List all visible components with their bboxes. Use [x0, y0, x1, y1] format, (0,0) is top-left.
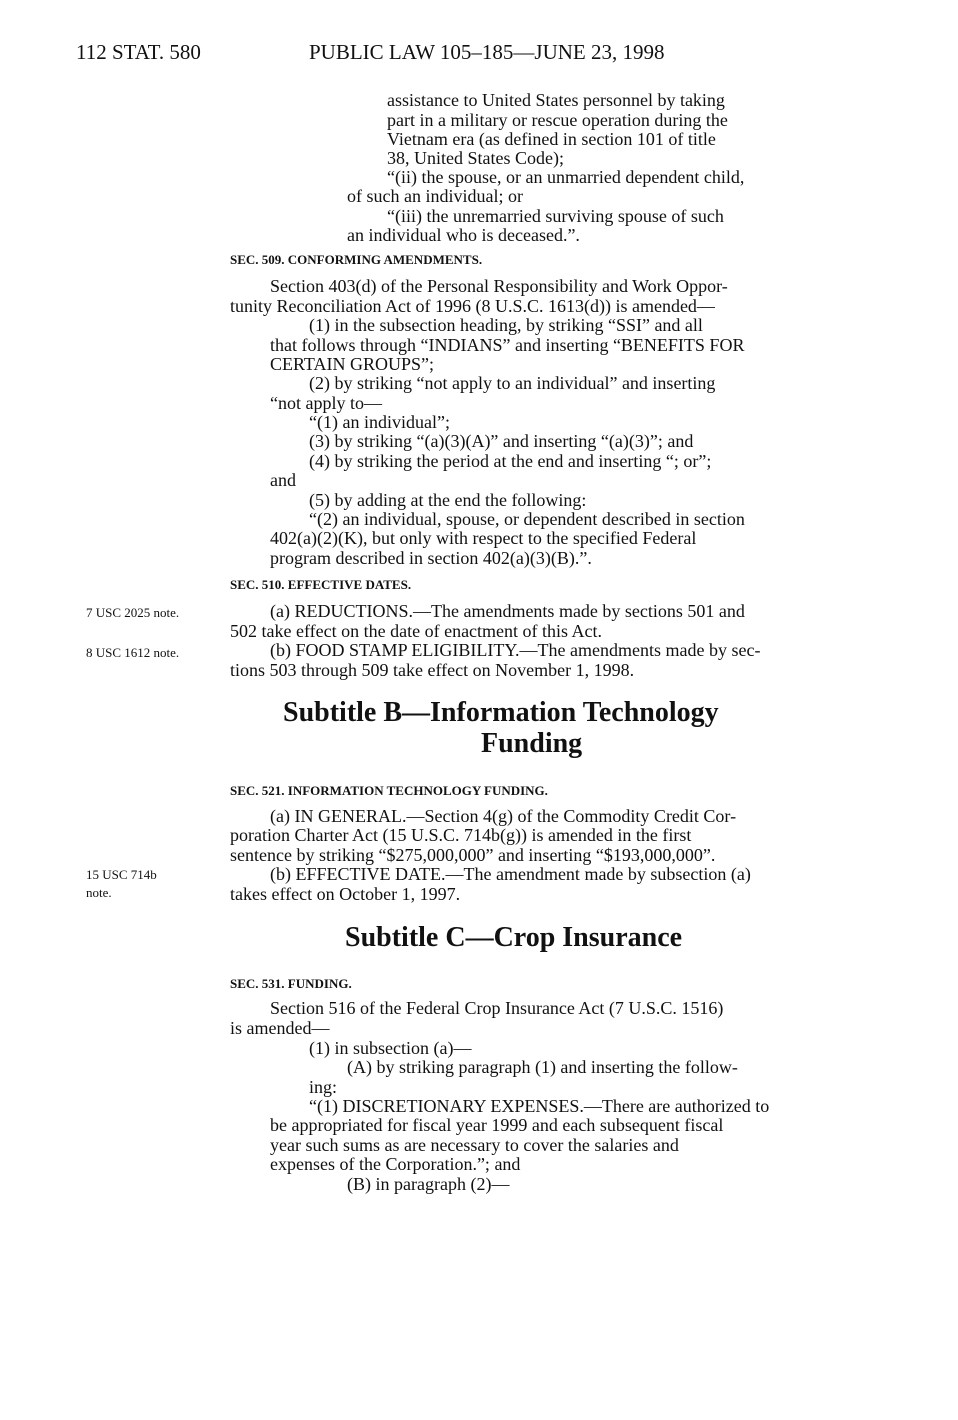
text-line: (1) in the subsection heading, by striking “SSI” and all	[309, 315, 703, 335]
text-line: be appropriated for fiscal year 1999 and each subsequent fiscal	[270, 1115, 724, 1135]
text-line: 502 take effect on the date of enactment of this Act.	[230, 621, 603, 641]
text-line: (5) by adding at the end the following:	[309, 490, 587, 510]
text-line: (4) by striking the period at the end and inserting “; or”;	[309, 451, 712, 471]
text-line: of such an individual; or	[347, 186, 523, 206]
text-line: “(ii) the spouse, or an unmarried dependent child,	[387, 167, 745, 187]
text-line: “(1) an individual”;	[309, 412, 450, 432]
margin-note: 7 USC 2025 note.	[86, 605, 180, 620]
text-line: (a) IN GENERAL.—Section 4(g) of the Commodity Credit Cor-	[270, 806, 737, 826]
margin-note: 15 USC 714b	[86, 867, 157, 882]
text-line: takes effect on October 1, 1997.	[230, 884, 461, 904]
text-line: Section 516 of the Federal Crop Insurance Act (7 U.S.C. 1516)	[270, 998, 724, 1018]
text-line: (a) REDUCTIONS.—The amendments made by sections 501 and	[270, 601, 745, 621]
section-heading-509: SEC. 509. CONFORMING AMENDMENTS.	[230, 252, 483, 267]
text-line: (3) by striking “(a)(3)(A)” and inserting “(a)(3)”; and	[309, 431, 694, 451]
text-line: “not apply to—	[270, 393, 382, 413]
text-line: (b) FOOD STAMP ELIGIBILITY.—The amendments made by sec-	[270, 640, 761, 660]
text-line: that follows through “INDIANS” and inserting “BENEFITS FOR	[270, 335, 745, 355]
text-line: is amended—	[230, 1018, 330, 1038]
text-line: “(1) DISCRETIONARY EXPENSES.—There are authorized to	[309, 1096, 770, 1116]
text-line: 402(a)(2)(K), but only with respect to the specified Federal	[270, 528, 697, 548]
public-law-title: PUBLIC LAW 105–185—JUNE 23, 1998	[309, 40, 665, 64]
text-line: part in a military or rescue operation during the	[387, 110, 728, 130]
text-line: year such sums as are necessary to cover the salaries and	[270, 1135, 679, 1155]
text-line: (2) by striking “not apply to an individual” and inserting	[309, 373, 716, 393]
section-heading-510: SEC. 510. EFFECTIVE DATES.	[230, 577, 412, 592]
text-line: Section 403(d) of the Personal Responsibility and Work Oppor-	[270, 276, 728, 296]
text-line: and	[270, 470, 296, 490]
text-line: program described in section 402(a)(3)(B).”.	[270, 548, 592, 568]
text-line: (1) in subsection (a)—	[309, 1038, 472, 1058]
text-line: tunity Reconciliation Act of 1996 (8 U.S.C. 1613(d)) is amended—	[230, 296, 715, 316]
text-line: Vietnam era (as defined in section 101 of title	[387, 129, 716, 149]
margin-note: 8 USC 1612 note.	[86, 645, 180, 660]
text-line: poration Charter Act (15 U.S.C. 714b(g)) is amended in the first	[230, 825, 692, 845]
statute-page-number: 112 STAT. 580	[76, 40, 201, 64]
subtitle-b-heading: Subtitle B—Information Technology	[283, 697, 719, 728]
text-line: “(2) an individual, spouse, or dependent described in section	[309, 509, 745, 529]
text-line: assistance to United States personnel by taking	[387, 90, 725, 110]
text-line: (A) by striking paragraph (1) and inserting the follow-	[347, 1057, 738, 1077]
text-line: (B) in paragraph (2)—	[347, 1174, 510, 1194]
text-line: expenses of the Corporation.”; and	[270, 1154, 521, 1174]
text-line: CERTAIN GROUPS”;	[270, 354, 434, 374]
section-heading-531: SEC. 531. FUNDING.	[230, 976, 352, 991]
text-line: tions 503 through 509 take effect on November 1, 1998.	[230, 660, 635, 680]
text-line: sentence by striking “$275,000,000” and inserting “$193,000,000”.	[230, 845, 716, 865]
text-line: “(iii) the unremarried surviving spouse of such	[387, 206, 724, 226]
margin-note: note.	[86, 885, 112, 900]
text-line: (b) EFFECTIVE DATE.—The amendment made by subsection (a)	[270, 864, 751, 884]
section-heading-521: SEC. 521. INFORMATION TECHNOLOGY FUNDING.	[230, 783, 548, 798]
subtitle-b-heading-cont: Funding	[481, 728, 583, 759]
text-line: ing:	[309, 1077, 338, 1097]
text-line: 38, United States Code);	[387, 148, 564, 168]
text-line: an individual who is deceased.”.	[347, 225, 580, 245]
subtitle-c-heading: Subtitle C—Crop Insurance	[345, 922, 683, 953]
